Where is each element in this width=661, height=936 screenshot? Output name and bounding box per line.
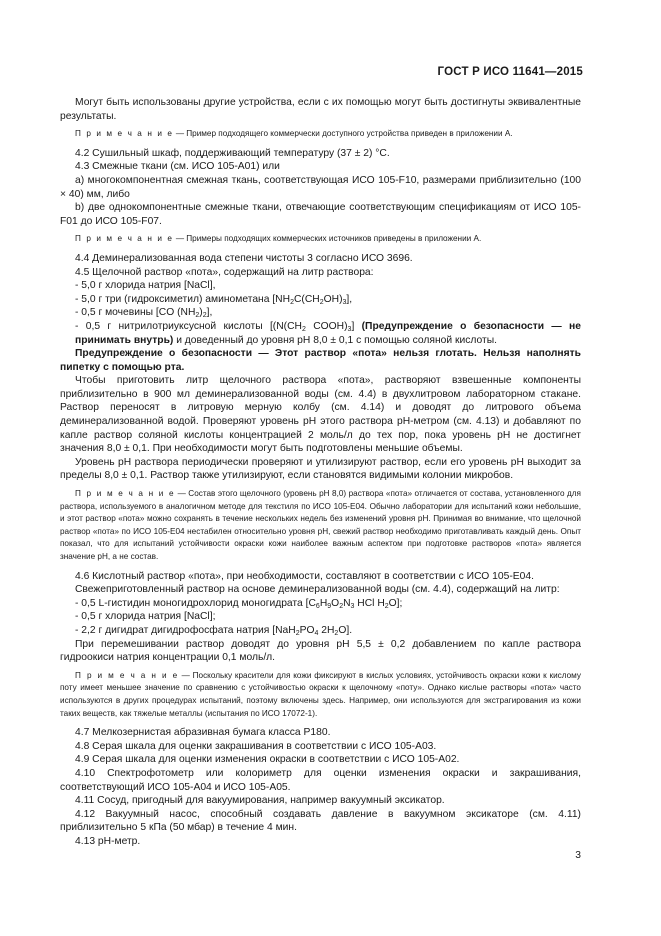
item-4-13: 4.13 pH-метр. (75, 835, 141, 847)
page-body (60, 96, 581, 848)
note-4 (60, 670, 581, 720)
note-label: П р и м е ч а н и е (75, 670, 179, 680)
note-1 (60, 128, 581, 141)
ph-check-paragraph: Уровень pH раствора периодически проверяют и утилизируют раствор, если его уровень pH выходит за пределы 8,0 ± 0,1. Раствор также утилизируют, если становятся видимыми колонии микробов. (60, 456, 581, 482)
item-4-9: 4.9 Серая шкала для оценки изменения окраски в соответствии с ИСО 105-А02. (75, 754, 460, 766)
item-4-3-b: b) две однокомпонентные смежные ткани, отвечающие соответствующим спецификациям от ИСО 105-F01 до ИСО 105-F07. (60, 202, 581, 227)
stirring-paragraph: При перемешивании раствор доводят до уровня pH 5,5 ± 0,2 добавлением по капле раствора гидроокиси натрия концентрации 0,1 моль/л. (60, 638, 581, 664)
safety-warning: Предупреждение о безопасности — Этот раствор «пота» нельзя глотать. Нельзя наполнять пипетку с помощью рта. (60, 348, 581, 373)
note-label: П р и м е ч а н и е (75, 129, 174, 139)
list-item: - 2,2 г дигидрат дигидрофосфата натрия [$NaH_2PO_4$ $2H_2O$]. (75, 624, 353, 637)
item-4-5: 4.5 Щелочной раствор «пота», содержащий на литр раствора: (75, 266, 374, 278)
item-4-6-text: Свежеприготовленный раствор на основе деминерализованной воды (см. 4.4), содержащий на литр: (75, 584, 560, 596)
intro-paragraph: Могут быть использованы другие устройства, если с их помощью могут быть достигнуты эквивалентные результаты. (60, 97, 581, 122)
list-item: - 0,5 г хлорида натрия [NaCl]; (75, 611, 216, 623)
note-3-text: — Состав этого щелочного (уровень pH 8,0) раствора «пота» отличается от состава, установленного для раствора, используемого в аналогичном методе для текстиля по ИСО 105-Е04. Обычно лаборатории для испытаний кожи небольшие, и этот раствор «пота» можно сохранять в течение нескольких недель без изменений уровня pH. Принимая во внимание, что щелочной раствор «пота» по ИСО 105-Е04 нестабилен относительно уровня pH, свежий раствор необходимо приготавливать каждый день. Опыт показал, что для испытаний устойчивости окраски кожи наиболее важным аспектом при подготовке растворов «пота» является значение pH, а не состав. (60, 489, 581, 561)
note-2 (60, 233, 581, 246)
item-4-4: 4.4 Деминерализованная вода степени чистоты 3 согласно ИСО 3696. (75, 252, 413, 264)
item-4-3: 4.3 Смежные ткани (см. ИСО 105-А01) или (75, 161, 280, 173)
item-4-3-a: а) многокомпонентная смежная ткань, соответствующая ИСО 105-F10, размерами приблизительно (100 × 40) мм, либо (60, 174, 581, 200)
note-1-text: — Пример подходящего коммерчески доступного устройства приведен в приложении А. (173, 129, 513, 139)
preparation-paragraph: Чтобы приготовить литр щелочного раствора «пота», растворяют взвешенные компоненты приблизительно в 900 мл деминерализованной воды (см. 4.4) в двухлитровом лабораторном стакане. Раствор переносят в литровую мерную колбу (см. 4.14) и доводят до литрового объема деминерализованной водой. Проверяют уровень pH этого раствора pH-метром (см. 4.13) и добавляют по капле раствор соляной кислоты концентрацией 2 моль/л до тех пор, пока уровень pH не достигнет значения 8,0 ± 0,1. При необходимости могут быть подготовлены меньшие объемы. (60, 375, 581, 455)
note-label: П р и м е ч а н и е (75, 489, 176, 499)
item-4-7: 4.7 Мелкозернистая абразивная бумага класса Р180. (75, 727, 331, 739)
page-number: 3 (575, 850, 581, 861)
list-item: - 5,0 г три (гидроксиметил) аминометана $[NH_2C(CH_2OH)_3]$, (75, 293, 353, 306)
item-4-8: 4.8 Серая шкала для оценки закрашивания в соответствии с ИСО 105-А03. (75, 740, 437, 752)
list-item: - 0,5 г мочевины [CO $(NH_2)_2$], (75, 307, 213, 320)
list-item: - 0,5 L-гистидин моногидрохлорид моногидрата [$C_6H_9O_2N_3$ HCl $H_2O$]; (75, 597, 403, 610)
note-4-text: — Поскольку красители для кожи фиксируют в кислых условиях, устойчивость окраски кожи к кислому поту имеет меньшее значение по сравнению с устойчивостью окраски к щелочному «поту». Однако кислые растворы «пота» часто используются в других процедурах испытаний, поэтому включены здесь. Например, они используются для экстрагирования из кожи таких веществ, как тяжелые металлы (испытания по ИСО 17072-1). (60, 670, 581, 718)
note-3 (60, 488, 581, 564)
note-label: П р и м е ч а н и е (75, 234, 174, 244)
item-4-2: 4.2 Сушильный шкаф, поддерживающий температуру (37 ± 2) °С. (75, 147, 390, 159)
list-item: - 5,0 г хлорида натрия [NaCl], (75, 280, 216, 292)
document-header: ГОСТ Р ИСО 11641—2015 (437, 66, 583, 78)
item-4-12: 4.12 Вакуумный насос, способный создавать давление в вакуумном эксикаторе (см. 4.11) приблизительно 5 кПа (50 мбар) в течение 4 мин. (60, 808, 581, 834)
list-item: - 0,5 г нитрилотриуксусной кислоты [($N(CH_2$ $COOH)_3$] (Предупреждение о безопасности — не принимать внутрь) и доведенный до уровня pH 8,0 ± 0,1 с помощью соляной кислоты. (75, 320, 581, 346)
item-4-10: 4.10 Спектрофотометр или колориметр для оценки изменения окраски и закрашивания, соответствующий ИСО 105-А04 и ИСО 105-А05. (60, 767, 581, 793)
safety-warning-inline: (Предупреждение о безопасности — не принимать внутрь) (75, 320, 581, 346)
item-4-6: 4.6 Кислотный раствор «пота», при необходимости, составляют в соответствии с ИСО 105-Е04. (75, 570, 534, 582)
item-4-11: 4.11 Сосуд, пригодный для вакуумирования, например вакуумный эксикатор. (75, 795, 445, 807)
note-2-text: — Примеры подходящих коммерческих источников приведены в приложении А. (173, 234, 482, 244)
